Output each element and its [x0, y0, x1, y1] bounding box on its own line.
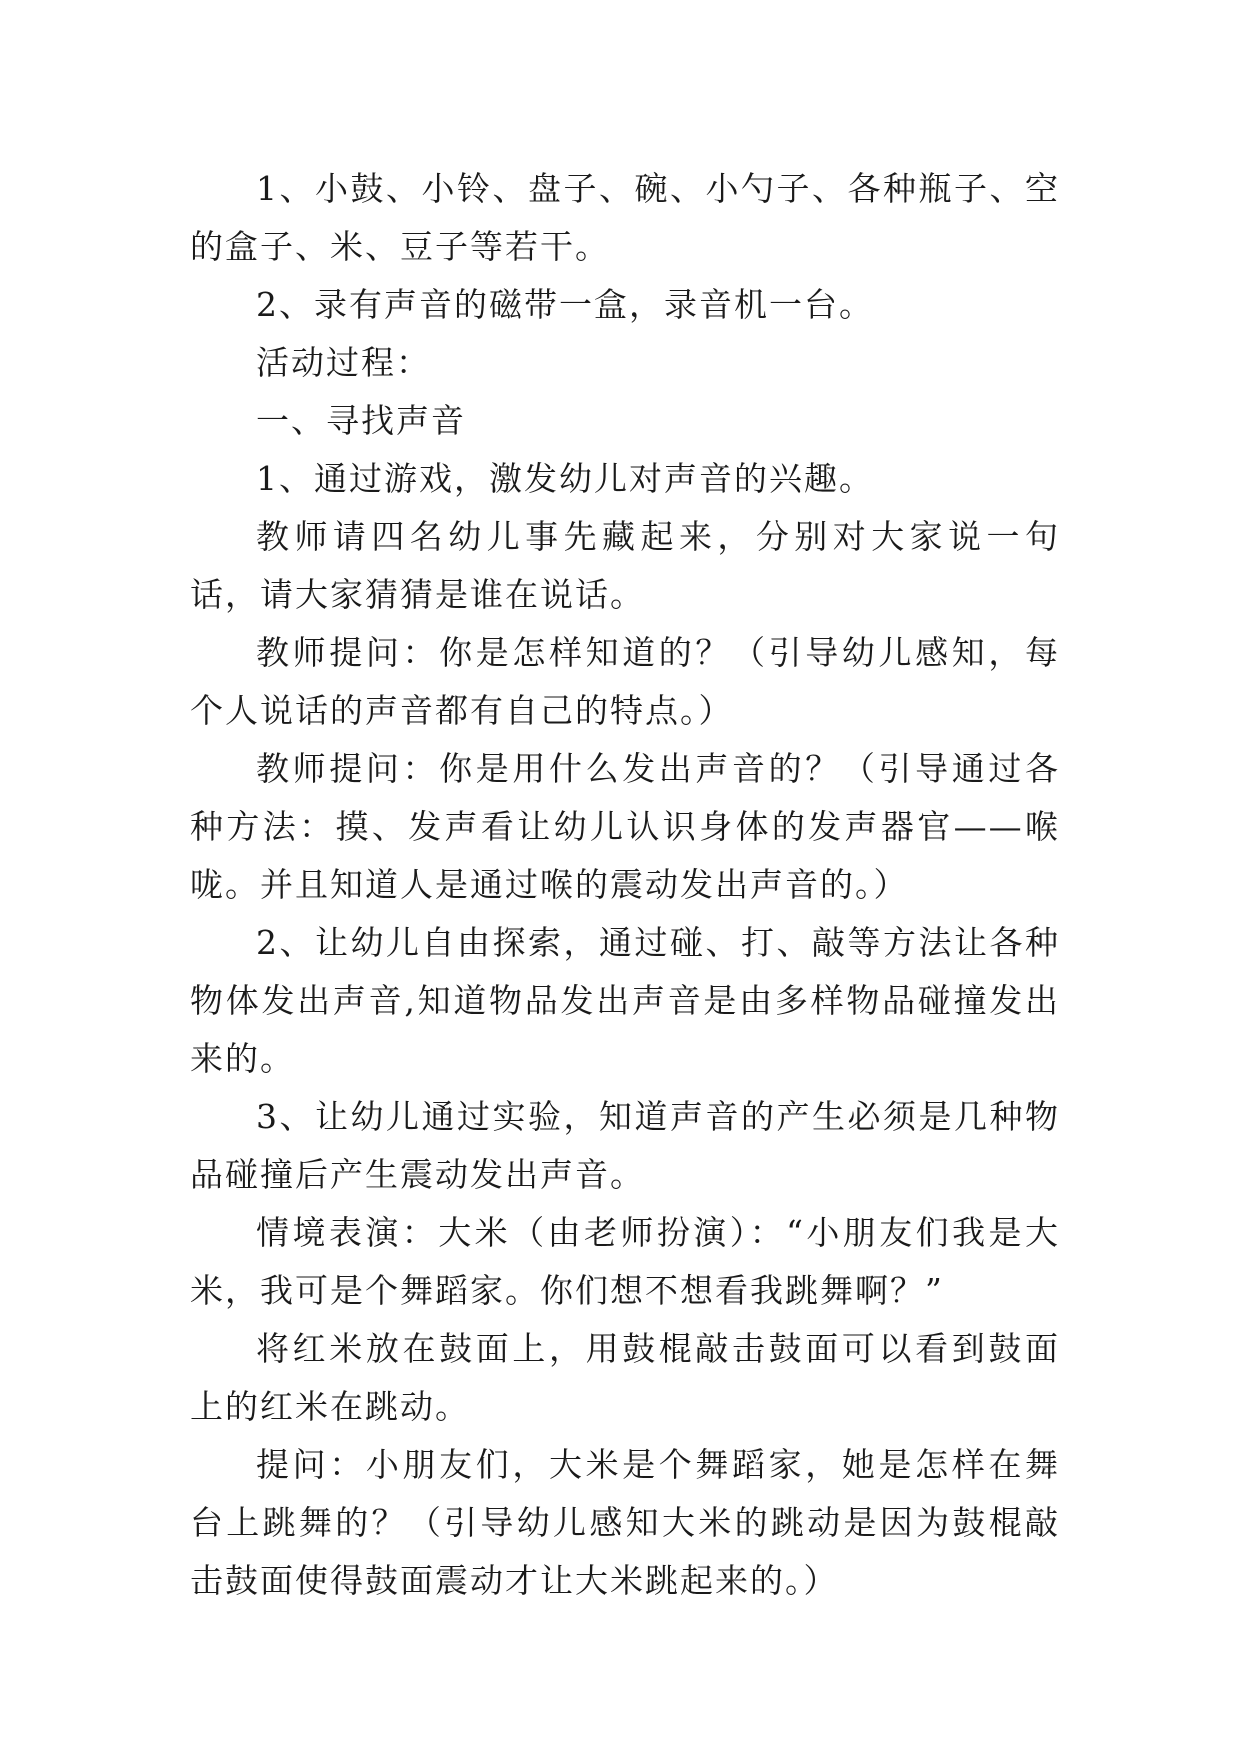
document-body [190, 160, 1060, 1610]
paragraph-teacher-question-2: 教师提问：你是用什么发出声音的？（引导通过各种方法：摸、发声看让幼儿认识身体的发声器官——喉咙。并且知道人是通过喉的震动发出声音的。） [190, 749, 1060, 904]
paragraph-final-question: 提问：小朋友们，大米是个舞蹈家，她是怎样在舞台上跳舞的？（引导幼儿感知大米的跳动是因为鼓棍敲击鼓面使得鼓面震动才让大米跳起来的。） [190, 1445, 1060, 1600]
paragraph-drum-demo: 将红米放在鼓面上，用鼓棍敲击鼓面可以看到鼓面上的红米在跳动。 [190, 1329, 1060, 1426]
subsection-heading-find-sound: 一、寻找声音 [256, 401, 466, 440]
paragraph-materials-1: 1、小鼓、小铃、盘子、碗、小勺子、各种瓶子、空的盒子、米、豆子等若干。 [190, 169, 1060, 266]
paragraph-step-2: 2、让幼儿自由探索，通过碰、打、敲等方法让各种物体发出声音,知道物品发出声音是由多样物品碰撞发出来的。 [190, 923, 1060, 1078]
section-heading-activity-process: 活动过程： [256, 343, 431, 382]
paragraph-materials-2: 2、录有声音的磁带一盒，录音机一台。 [256, 285, 874, 324]
paragraph-teacher-question-1: 教师提问：你是怎样知道的？（引导幼儿感知，每个人说话的声音都有自己的特点。） [190, 633, 1060, 730]
paragraph-step-1: 1、通过游戏，激发幼儿对声音的兴趣。 [256, 459, 874, 498]
paragraph-role-play: 情境表演：大米（由老师扮演）：“小朋友们我是大米，我可是个舞蹈家。你们想不想看我跳舞啊？” [190, 1213, 1060, 1310]
paragraph-step-3: 3、让幼儿通过实验，知道声音的产生必须是几种物品碰撞后产生震动发出声音。 [190, 1097, 1060, 1194]
paragraph-teacher-game: 教师请四名幼儿事先藏起来，分别对大家说一句话，请大家猜猜是谁在说话。 [190, 517, 1060, 614]
